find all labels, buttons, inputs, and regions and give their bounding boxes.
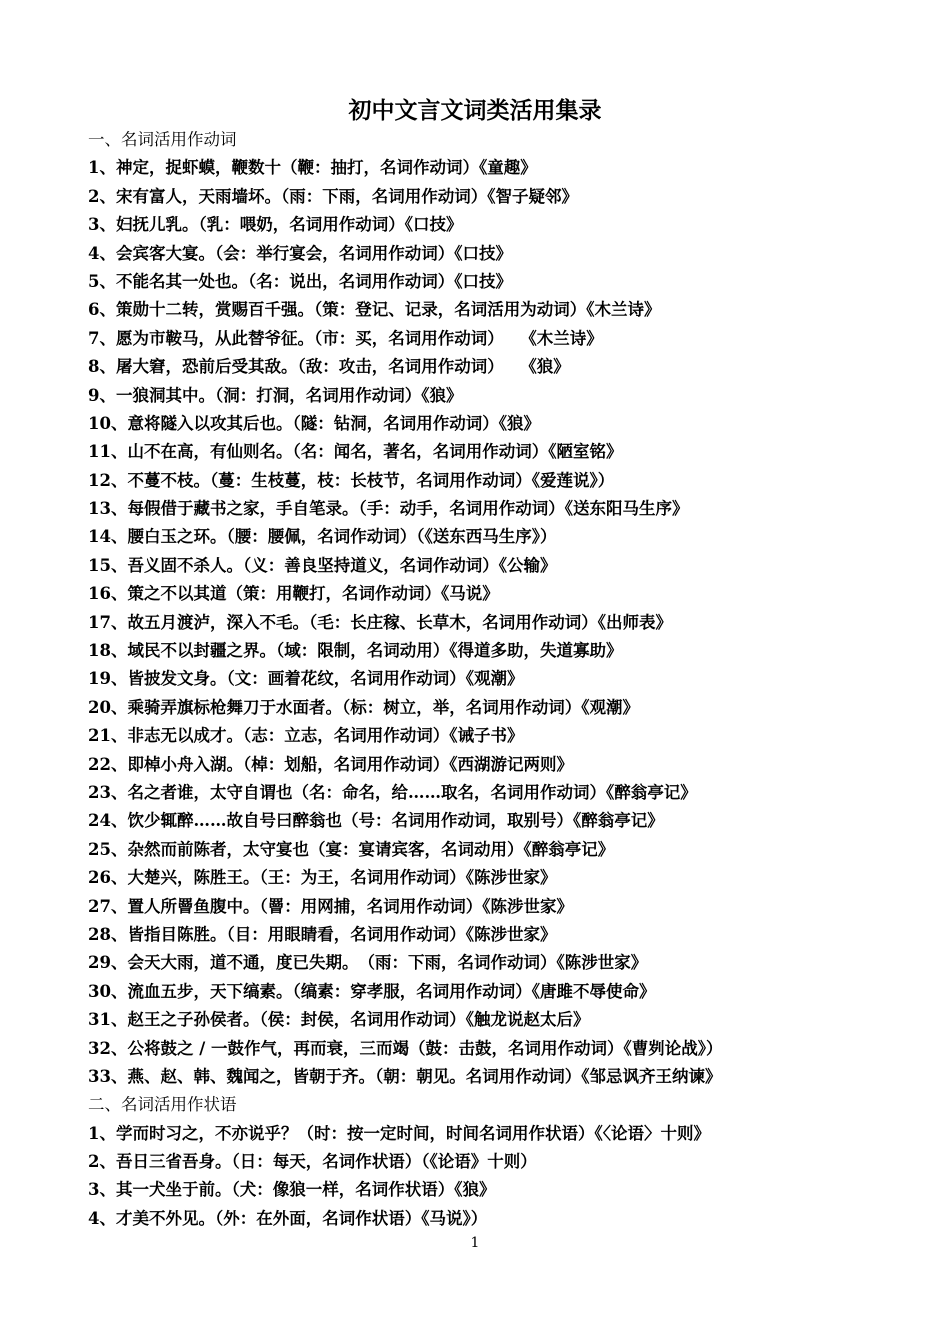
list-item: 19、皆披发文身。（文：画着花纹，名词用作动词）《观潮》 <box>88 669 524 689</box>
list-item: 3、其一犬坐于前。（犬：像狼一样，名词作状语）《狼》 <box>88 1180 496 1200</box>
list-item: 10、意将隧入以攻其后也。（隧：钻洞，名词用作动词）《狼》 <box>88 413 540 433</box>
list-item: 4、会宾客大宴。（会：举行宴会，名词用作动词）《口技》 <box>88 243 512 263</box>
list-item: 1、学而时习之，不亦说乎？（时：按一定时间，时间名词用作状语）《〈论语〉十则》 <box>88 1123 710 1143</box>
list-item: 20、乘骑弄旗标枪舞刀于水面者。（标：树立，举，名词用作动词）《观潮》 <box>88 697 639 717</box>
list-item: 29、会天大雨，道不通，度已失期。 （雨：下雨，名词作动词）《陈涉世家》 <box>88 953 648 973</box>
list-item: 27、置人所罾鱼腹中。（罾：用网捕，名词用作动词）《陈涉世家》 <box>88 896 573 916</box>
list-item: 5、不能名其一处也。（名：说出，名词用作动词）《口技》 <box>88 271 512 291</box>
list-item: 15、吾义固不杀人。（义：善良坚持道义，名词作动词）《公输》 <box>88 555 557 575</box>
section-heading: 一、名词活用作动词 <box>88 130 237 149</box>
list-item: 33、燕、赵、韩、魏闻之，皆朝于齐。（朝：朝见。名词用作动词）《邹忌讽齐王纳谏》 <box>88 1066 722 1086</box>
list-item: 3、妇抚儿乳。（乳：喂奶，名词用作动词）《口技》 <box>88 215 463 235</box>
document-title: 初中文言文词类活用集录 <box>348 97 602 124</box>
list-item: 30、流血五步，天下缟素。（缟素：穿孝服，名词用作动词）《唐雎不辱使命》 <box>88 981 656 1001</box>
list-item: 25、杂然而前陈者，太守宴也（宴：宴请宾客，名词动用）《醉翁亭记》 <box>88 839 615 859</box>
list-item: 23、名之者谁，太守自谓也（名：命名，给……取名，名词用作动词）《醉翁亭记》 <box>88 782 697 802</box>
list-item: 6、策勋十二转，赏赐百千强。（策：登记、记录，名词活用为动词）《木兰诗》 <box>88 300 661 320</box>
list-item: 4、才美不外见。（外：在外面，名词作状语）《马说》） <box>88 1208 488 1228</box>
list-item: 31、赵王之子孙侯者。（侯：封侯，名词用作动词）《触龙说赵太后》 <box>88 1010 590 1030</box>
list-item: 12、不蔓不枝。（蔓：生枝蔓，枝：长枝节，名词用作动词）《爱莲说》） <box>88 470 615 490</box>
list-item: 8、屠大窘，恐前后受其敌。（敌：攻击，名词用作动词） 《狼》 <box>88 357 570 377</box>
section-heading: 二、名词活用作状语 <box>88 1095 237 1115</box>
list-item: 11、山不在高，有仙则名。（名：闻名，著名，名词用作动词）《陋室铭》 <box>88 442 623 462</box>
list-item: 13、每假借于藏书之家，手自笔录。（手：动手，名词用作动词）《送东阳马生序》 <box>88 499 689 519</box>
list-item: 32、公将鼓之 / 一鼓作气，再而衰，三而竭（鼓：击鼓，名词用作动词）《曹刿论战》） <box>88 1038 723 1058</box>
list-item: 14、腰白玉之环。（腰：腰佩，名词作动词）（《送东西马生序》） <box>88 527 557 547</box>
list-item: 17、故五月渡泸，深入不毛。（毛：长庄稼、长草木，名词用作动词）《出师表》 <box>88 612 672 632</box>
list-item: 26、大楚兴，陈胜王。（王：为王，名词用作动词）《陈涉世家》 <box>88 868 557 888</box>
list-item: 21、非志无以成才。（志：立志，名词用作动词）《诫子书》 <box>88 726 524 746</box>
list-item: 24、饮少辄醉……故自号曰醉翁也（号：名词用作动词，取别号）《醉翁亭记》 <box>88 811 664 831</box>
list-item: 7、愿为市鞍马，从此替爷征。（市：买，名词用作动词） 《木兰诗》 <box>88 328 603 348</box>
list-item: 28、皆指目陈胜。（目：用眼睛看，名词用作动词）《陈涉世家》 <box>88 924 557 944</box>
page-number: 1 <box>470 1235 480 1251</box>
list-item: 1、神定，捉虾蟆，鞭数十（鞭：抽打，名词作动词）《童趣》 <box>88 158 537 178</box>
list-item: 2、吾日三省吾身。（日：每天，名词作状语）（《论语》十则） <box>88 1152 537 1172</box>
document-body <box>88 126 918 1233</box>
list-item: 16、策之不以其道（策：用鞭打，名词作动词）《马说》 <box>88 584 499 604</box>
list-item: 9、一狼洞其中。（洞：打洞，名词用作动词）《狼》 <box>88 385 463 405</box>
list-item: 22、即棹小舟入湖。（棹：划船，名词用作动词）《西湖游记两则》 <box>88 754 573 774</box>
list-item: 2、宋有富人，天雨墙坏。（雨：下雨，名词用作动词）《智子疑邻》 <box>88 186 578 206</box>
list-item: 18、域民不以封疆之界。（域：限制，名词动用）《得道多助，失道寡助》 <box>88 641 623 661</box>
